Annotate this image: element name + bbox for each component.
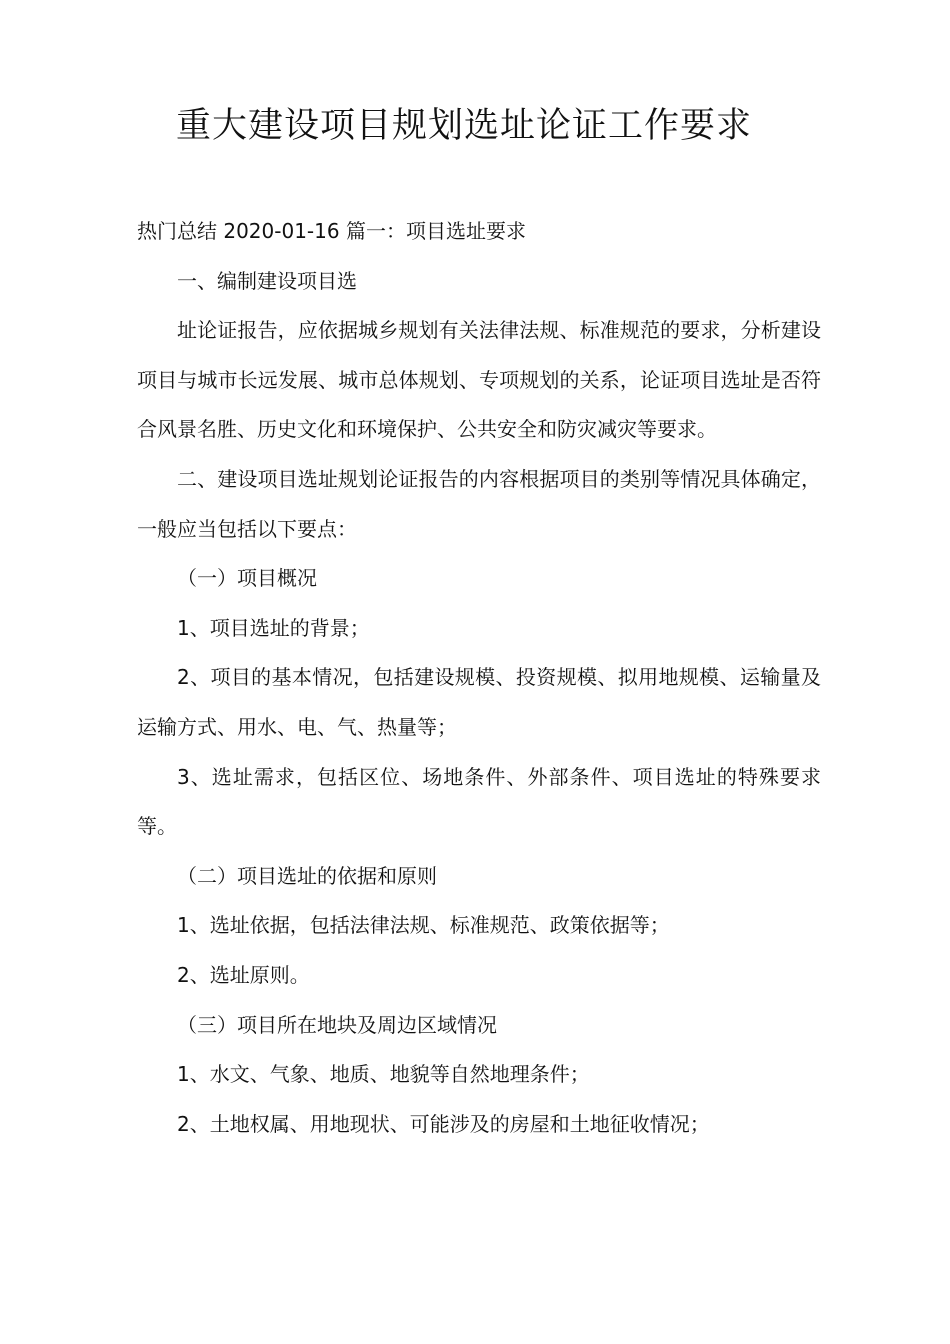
list-item: 2、土地权属、用地现状、可能涉及的房屋和土地征收情况；	[177, 1111, 710, 1136]
list-item: 1、项目选址的背景；	[177, 615, 370, 640]
subheading-project-overview: （一）项目概况	[177, 566, 317, 591]
document-body	[137, 207, 821, 1149]
paragraph-section-1-body: 址论证报告，应依据城乡规划有关法律法规、标准规范的要求，分析建设项目与城市长远发展、城市总体规划、专项规划的关系，论证项目选址是否符合风景名胜、历史文化和环境保护、公共安全和防灾减灾等要求。	[137, 318, 821, 442]
subheading-surroundings: （三）项目所在地块及周边区域情况	[177, 1012, 497, 1037]
paragraph-intro: 热门总结 2020-01-16 篇一：项目选址要求	[137, 219, 526, 243]
list-item: 2、项目的基本情况，包括建设规模、投资规模、拟用地规模、运输量及运输方式、用水、电、气、热量等；	[137, 665, 821, 739]
document-title: 重大建设项目规划选址论证工作要求	[175, 106, 752, 146]
paragraph-section-2: 二、建设项目选址规划论证报告的内容根据项目的类别等情况具体确定，一般应当包括以下要点：	[137, 466, 821, 541]
paragraph-section-1-heading: 一、编制建设项目选	[177, 268, 357, 293]
subheading-site-basis: （二）项目选址的依据和原则	[177, 863, 437, 888]
list-item: 2、选址原则。	[177, 962, 310, 987]
list-item: 1、选址依据，包括法律法规、标准规范、政策依据等；	[177, 913, 670, 938]
list-item: 3、选址需求，包括区位、场地条件、外部条件、项目选址的特殊要求等。	[137, 764, 821, 839]
list-item: 1、水文、气象、地质、地貌等自然地理条件；	[177, 1062, 590, 1087]
